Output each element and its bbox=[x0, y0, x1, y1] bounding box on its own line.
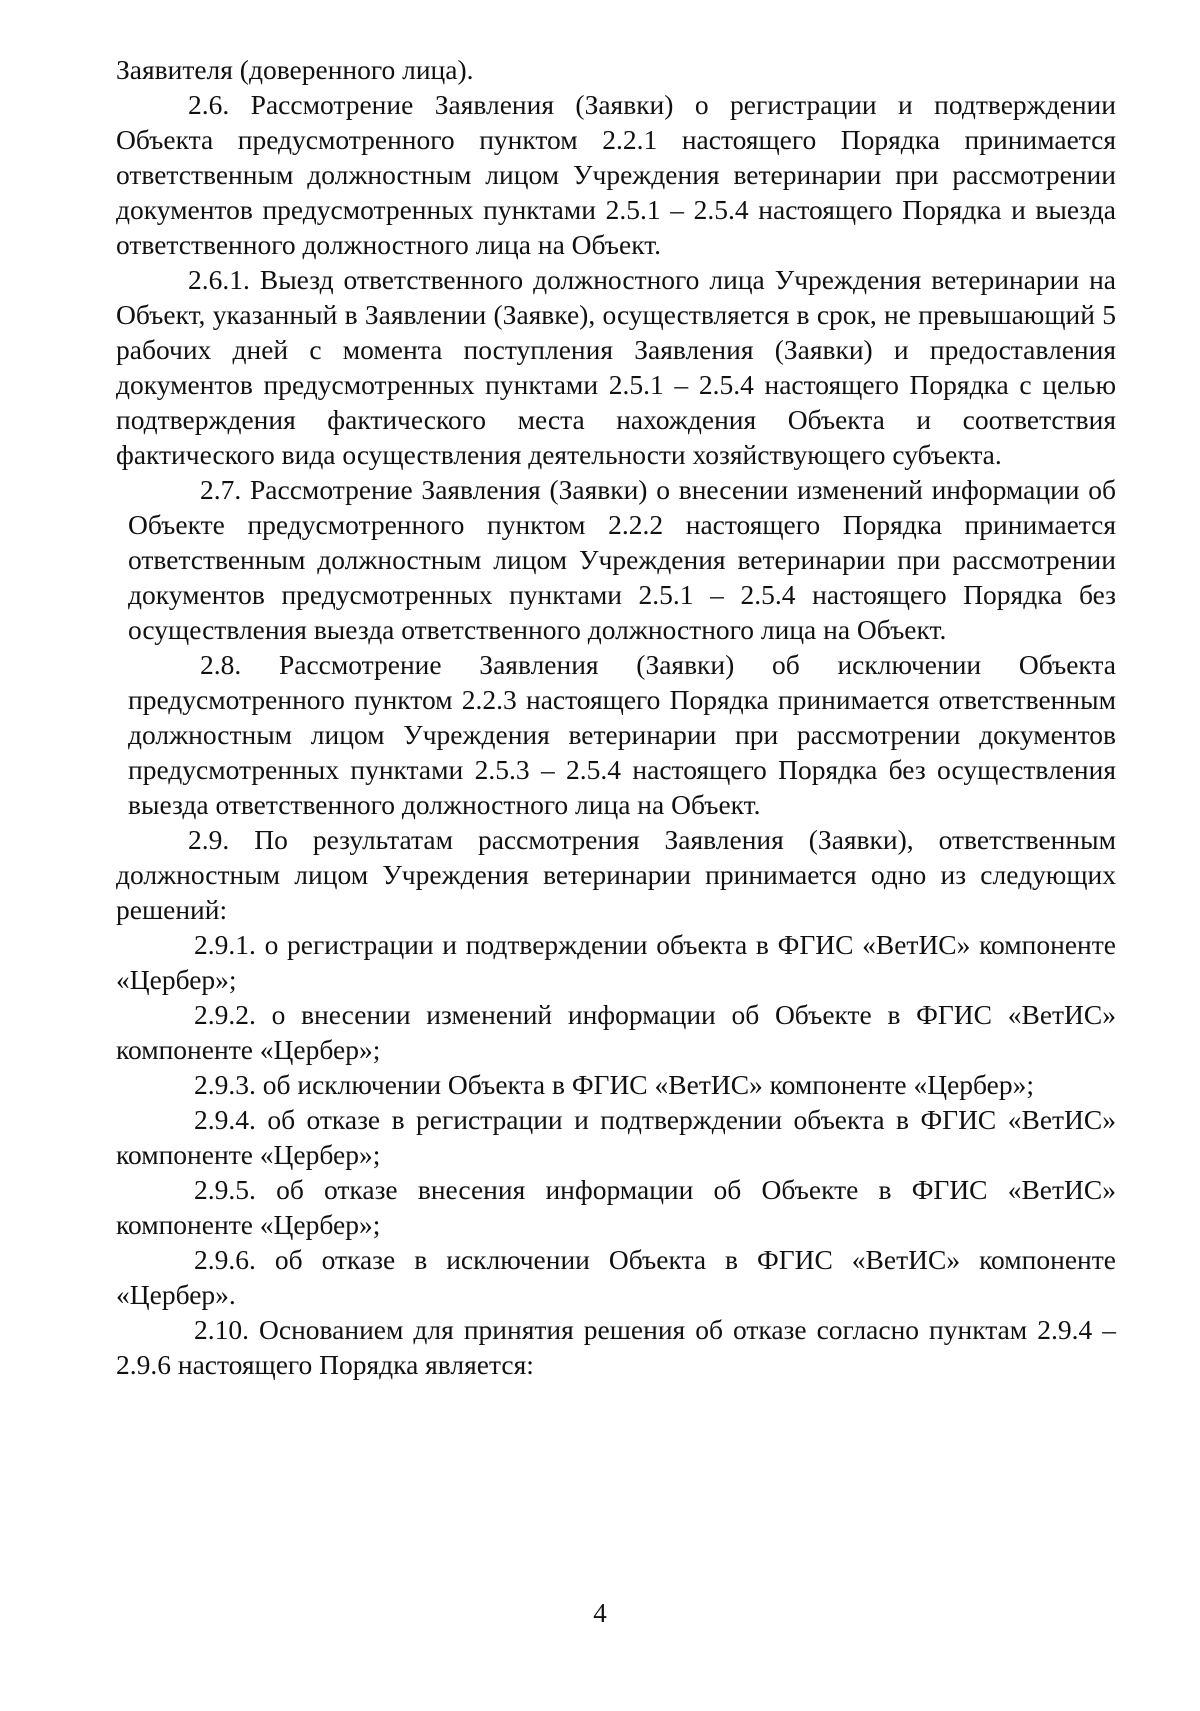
paragraph-2-9: 2.9. По результатам рассмотрения Заявления (Заявки), ответственным должностным лицом Учреждения ветеринарии принимается одно из следующих решений: bbox=[116, 824, 1116, 925]
paragraph-2-8: 2.8. Рассмотрение Заявления (Заявки) об исключении Объекта предусмотренного пунктом 2.2.3 настоящего Порядка принимается ответственным должностным лицом Учреждения ветеринарии при рассмотрении документов предусмотренных пунктами 2.5.3 – 2.5.4 настоящего Порядка без осуществления выезда ответственного должностного лица на Объект. bbox=[128, 649, 1116, 820]
paragraph-2-9-5: 2.9.5. об отказе внесения информации об Объекте в ФГИС «ВетИС» компоненте «Цербер»; bbox=[116, 1174, 1116, 1240]
paragraph-2-9-4: 2.9.4. об отказе в регистрации и подтверждении объекта в ФГИС «ВетИС» компоненте «Цербер»; bbox=[116, 1104, 1116, 1170]
page-number: 4 bbox=[593, 1598, 607, 1628]
paragraph-2-9-1: 2.9.1. о регистрации и подтверждении объекта в ФГИС «ВетИС» компоненте «Цербер»; bbox=[116, 929, 1116, 995]
paragraph-2-9-3: 2.9.3. об исключении Объекта в ФГИС «ВетИС» компоненте «Цербер»; bbox=[194, 1069, 1034, 1100]
paragraph-2-9-6: 2.9.6. об отказе в исключении Объекта в ФГИС «ВетИС» компоненте «Цербер». bbox=[116, 1244, 1116, 1310]
document-body bbox=[116, 52, 1116, 1382]
paragraph-2-6-1: 2.6.1. Выезд ответственного должностного лица Учреждения ветеринарии на Объект, указанный в Заявлении (Заявке), осуществляется в срок, не превышающий 5 рабочих дней с момента поступления Заявления (Заявки) и предоставления документов предусмотренных пунктами 2.5.1 – 2.5.4 настоящего Порядка с целью подтверждения фактического места нахождения Объекта и соответствия фактического вида осуществления деятельности хозяйствующего субъекта. bbox=[116, 264, 1116, 470]
paragraph-2-6: 2.6. Рассмотрение Заявления (Заявки) о регистрации и подтверждении Объекта предусмотренного пунктом 2.2.1 настоящего Порядка принимается ответственным должностным лицом Учреждения ветеринарии при рассмотрении документов предусмотренных пунктами 2.5.1 – 2.5.4 настоящего Порядка и выезда ответственного должностного лица на Объект. bbox=[116, 89, 1116, 260]
paragraph-2-10: 2.10. Основанием для принятия решения об отказе согласно пунктам 2.9.4 – 2.9.6 настоящего Порядка является: bbox=[116, 1314, 1116, 1380]
paragraph-2-9-2: 2.9.2. о внесении изменений информации об Объекте в ФГИС «ВетИС» компоненте «Цербер»; bbox=[116, 999, 1116, 1065]
paragraph-2-7: 2.7. Рассмотрение Заявления (Заявки) о внесении изменений информации об Объекте предусмотренного пунктом 2.2.2 настоящего Порядка принимается ответственным должностным лицом Учреждения ветеринарии при рассмотрении документов предусмотренных пунктами 2.5.1 – 2.5.4 настоящего Порядка без осуществления выезда ответственного должностного лица на Объект. bbox=[128, 474, 1116, 645]
paragraph-continuation: Заявителя (доверенного лица). bbox=[116, 54, 474, 85]
